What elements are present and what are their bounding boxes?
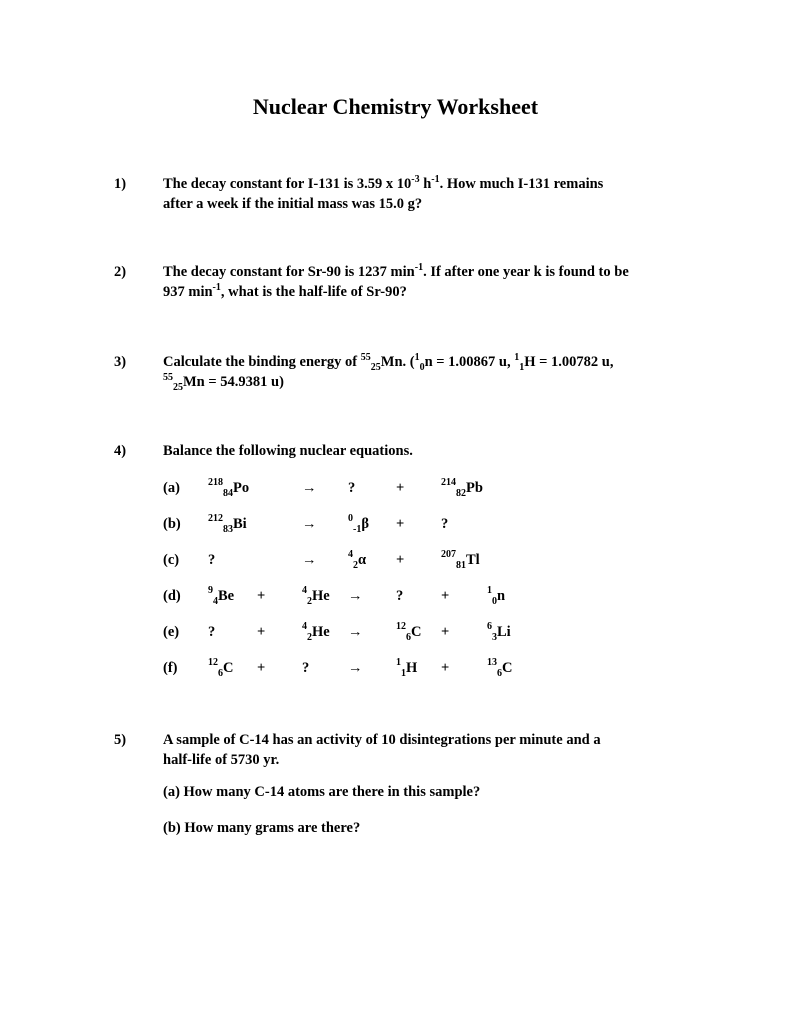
question-5-number: 5)	[114, 732, 127, 748]
eq-c-product-2: $^{207}_{81}$Tl	[441, 549, 480, 571]
eq-d-unknown: ?	[396, 588, 404, 604]
eq-d-arrow: →	[348, 588, 363, 604]
eq-f-plus-2: +	[441, 660, 450, 676]
eq-c-label: (c)	[163, 552, 180, 568]
eq-e-label: (e)	[163, 624, 180, 640]
eq-b-label: (b)	[163, 516, 181, 532]
eq-d-reactant-2: $^4_2$He	[302, 585, 330, 607]
eq-e-unknown: ?	[208, 624, 216, 640]
eq-f-plus-1: +	[257, 660, 266, 676]
eq-e-reactant-2: $^4_2$He	[302, 621, 330, 643]
question-5a-text: (a) How many C-14 atoms are there in this sample?	[163, 784, 481, 800]
eq-d-plus-1: +	[257, 588, 266, 604]
eq-f-unknown: ?	[302, 660, 310, 676]
eq-f-product-1: $^1_1$H	[396, 657, 418, 679]
worksheet-title: Nuclear Chemistry Worksheet	[252, 94, 539, 119]
question-4-number: 4)	[114, 443, 127, 459]
question-2-number: 2)	[114, 264, 127, 280]
eq-d-plus-2: +	[441, 588, 450, 604]
eq-c-product-1: $^4_2$α	[348, 549, 367, 571]
eq-a-reactant-1: $^{218}_{84}$Po	[208, 477, 250, 499]
eq-e-product-1: $^{12}_6$C	[396, 621, 422, 643]
question-3-text: Calculate the binding energy of $^{55}_{25}$Mn. ($^1_0$n = 1.00867 u, $^1_1$H = 1.00782 u, $^{55}_{25}$Mn = 54.9381 u)	[163, 352, 614, 393]
eq-c-arrow: →	[302, 552, 317, 568]
eq-e-product-2: $^6_3$Li	[487, 621, 511, 643]
eq-b-unknown: ?	[441, 516, 449, 532]
eq-a-product-2: $^{214}_{82}$Pb	[441, 477, 483, 499]
eq-d-product-2: $^1_0$n	[487, 585, 506, 607]
question-1-number: 1)	[114, 176, 127, 192]
eq-a-arrow: →	[302, 480, 317, 496]
eq-a-label: (a)	[163, 480, 180, 496]
eq-b-product-1: $^0_{-1}$β	[348, 513, 369, 535]
eq-d-reactant-1: $^9_4$Be	[208, 585, 235, 607]
eq-a-unknown: ?	[348, 480, 356, 496]
eq-d-label: (d)	[163, 588, 181, 604]
eq-b-plus: +	[396, 516, 405, 532]
eq-e-plus-2: +	[441, 624, 450, 640]
eq-e-arrow: →	[348, 624, 363, 640]
eq-f-product-2: $^{13}_6$C	[487, 657, 513, 679]
eq-f-arrow: →	[348, 660, 363, 676]
eq-f-reactant-1: $^{12}_6$C	[208, 657, 234, 679]
question-3-number: 3)	[114, 354, 127, 370]
eq-b-reactant-1: $^{212}_{83}$Bi	[208, 513, 247, 535]
question-2-text: The decay constant for Sr-90 is 1237 $\min^{-1}$. If after one year k is found to be 937 $\min^{-1}$, what is the half-life of Sr-90?	[163, 262, 629, 300]
eq-f-label: (f)	[163, 660, 178, 676]
question-4-text: Balance the following nuclear equations.	[163, 443, 413, 459]
question-5-text: A sample of C-14 has an activity of 10 disintegrations per minute and a half-life of 5730 yr.	[163, 732, 601, 768]
eq-b-arrow: →	[302, 516, 317, 532]
question-1-text: The decay constant for I-131 is 3.59 x $10^{-3}$ $h^{-1}$. How much I-131 remains after a week if the initial mass was 15.0 g?	[163, 174, 604, 212]
eq-c-unknown: ?	[208, 552, 216, 568]
eq-e-plus-1: +	[257, 624, 266, 640]
eq-a-plus: +	[396, 480, 405, 496]
question-5b-text: (b) How many grams are there?	[163, 820, 361, 836]
eq-c-plus: +	[396, 552, 405, 568]
